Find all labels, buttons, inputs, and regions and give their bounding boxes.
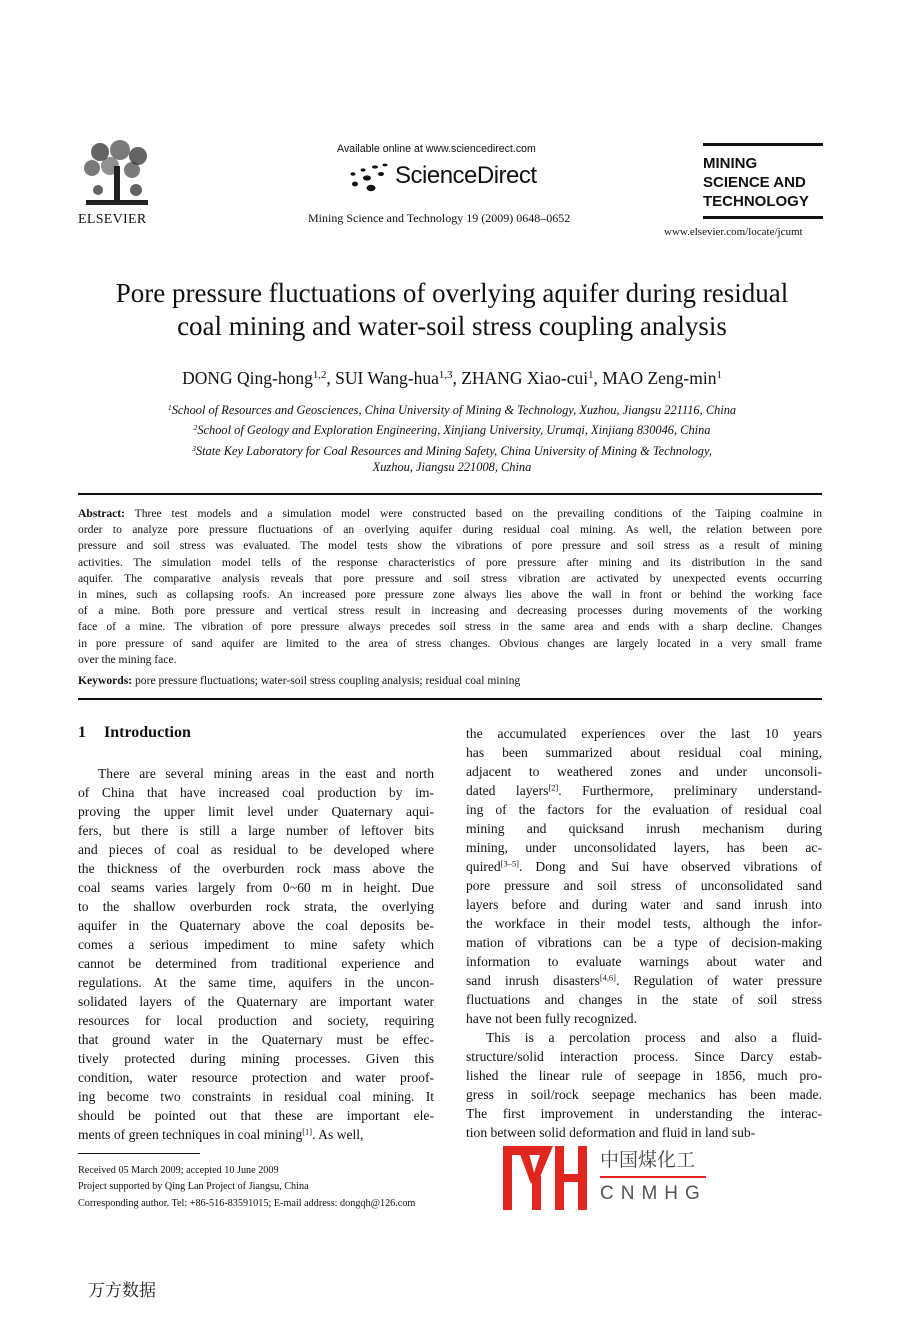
text-segment: . Dong and Sui have observed vibrations of (518, 859, 822, 874)
title-line: Pore pressure fluctuations of overlying aquifer during residual (115, 278, 789, 308)
cnmhg-logo-icon (503, 1146, 587, 1210)
text-line: aquifer in the Quaternary above the coal deposits be- (78, 918, 434, 933)
text-segment: . Regulation of water pressure (615, 973, 822, 988)
abstract-label: Abstract: (78, 507, 126, 520)
text-line: aquifer. The comparative analysis reveals that pore pressure and soil stress vibration are activated by unexpected events occurring (78, 571, 822, 585)
section-title: Introduction (104, 724, 191, 741)
sciencedirect-wordmark: ScienceDirect (395, 162, 537, 189)
paper-title (0, 277, 904, 343)
text-line: in mines, such as collapsing roofs. An increased pore pressure zone always lies above the wall in front or behind the working face (78, 587, 822, 601)
journal-logo-line: MINING (703, 155, 758, 172)
text-line: proving the upper limit level under Quaternary aqui- (78, 804, 434, 819)
footnote-funding: Project supported by Qing Lan Project of Jiangsu, China (78, 1181, 309, 1192)
text-line: the accumulated experiences over the last 10 years (466, 726, 822, 741)
wanfang-footer-mark: 万方数据 (88, 1281, 156, 1301)
keywords-label: Keywords: (78, 674, 133, 687)
text-line: of China that have increased coal production by im- (78, 785, 434, 800)
text-line: fers, but there is still a large number of leftover bits (78, 823, 434, 838)
text-line: ing become two constraints in residual coal mining. It (78, 1089, 434, 1104)
affiliation: $^2$School of Geology and Exploration Engineering, Xinjiang University, Urumqi, Xinjiang 830046, China (193, 422, 711, 437)
author-separator: , (326, 368, 336, 388)
text-line: pore pressure and soil stress of unconsolidated sand (466, 878, 822, 893)
text-segment: quired (466, 859, 501, 874)
author (461, 368, 602, 388)
text-line: face of a mine. The vibration of pore pressure always precedes soil stress in the same area and ends with a sharp decline. Changes (78, 620, 822, 634)
abstract-bottom-rule (78, 698, 822, 700)
footnote-corresponding-author: Corresponding author. Tel: +86-516-83591015; E-mail address: dongqh@126.com (78, 1198, 416, 1209)
author (335, 368, 461, 388)
text-line: in pore pressure of sand aquifer are limited to the area of stress changes. Obvious changes are largely located in a very small frame (78, 636, 822, 650)
author-name: SUI Wang-hua (335, 368, 439, 388)
author-affiliation-mark: 1 (716, 369, 722, 382)
journal-logo-bottom-bar (703, 216, 823, 219)
text-line: of a mine. Both pore pressure and vertical stress result in increasing and decreasing processes during movements of the working (78, 604, 822, 618)
author-affiliation-mark: 1 (588, 369, 594, 382)
journal-url[interactable]: www.elsevier.com/locate/jcumt (664, 226, 803, 238)
text-line: structure/solid interaction process. Since Darcy estab- (466, 1049, 822, 1064)
author-separator: , (452, 368, 462, 388)
text-line: gress in soil/rock seepage mechanics has been made. (466, 1087, 822, 1102)
text-line: condition, water resource protection and water proof- (78, 1070, 434, 1085)
text-line (78, 1125, 434, 1144)
footnote-rule (78, 1153, 200, 1154)
text-line: adjacent to weathered zones and under unconsoli- (466, 764, 822, 779)
affiliation: Xuzhou, Jiangsu 221008, China (372, 460, 532, 474)
text-line: information to evaluate warnings about water and (466, 954, 822, 969)
text-line (466, 857, 822, 876)
text-line: activities. The simulation model tells of the response characteristics of pore pressure after mining and its distribution in the sand (78, 555, 822, 569)
watermark-rule (600, 1176, 706, 1178)
text-line: fluctuations and changes in the state of soil stress (466, 992, 822, 1007)
section-heading (78, 724, 191, 742)
citation: [3–5] (500, 858, 519, 869)
journal-citation: Mining Science and Technology 19 (2009) 0648–0652 (308, 211, 571, 225)
journal-logo-top-bar (703, 143, 823, 146)
journal-logo-line: TECHNOLOGY (703, 193, 809, 210)
citation: [2] (548, 782, 559, 793)
text-segment: ments of green techniques in coal mining (78, 1127, 303, 1142)
elsevier-tree-logo (80, 140, 152, 208)
text-line: have not been fully recognized. (466, 1011, 637, 1026)
author-name: DONG Qing-hong (182, 368, 313, 388)
text-line: has been summarized about residual coal mining, (466, 745, 822, 760)
text-segment: dated layers (466, 783, 549, 798)
text-line: The first improvement in understanding the interac- (466, 1106, 822, 1121)
author (182, 368, 335, 388)
text-line: mining, under unconsolidated layers, has been ac- (466, 840, 822, 855)
publisher-name: ELSEVIER (78, 212, 147, 227)
text-line: resources for local production and society, requiring (78, 1013, 434, 1028)
text-line: order to analyze pore pressure fluctuations of an overlying aquifer during residual coal mining. As well, the relation between pore (78, 523, 822, 537)
keywords (78, 673, 520, 688)
author-name: MAO Zeng-min (602, 368, 717, 388)
text-line: comes a serious impediment to mine safety which (78, 937, 434, 952)
author (602, 368, 722, 388)
cnmhg-watermark (503, 1146, 713, 1210)
citation: [1] (302, 1126, 313, 1137)
abstract-top-rule (78, 493, 822, 495)
text-line: the thickness of the overburden rock mass above the (78, 861, 434, 876)
text-line: the workface in their model tests, although the infor- (466, 916, 822, 931)
text-line: over the mining face. (78, 652, 177, 666)
text-line (78, 506, 822, 522)
text-line: coal seams varies largely from 0~60 m in height. Due (78, 880, 434, 895)
text-line: regulations. At the same time, aquifers in the uncon- (78, 975, 434, 990)
text-line: There are several mining areas in the east and north (98, 766, 434, 781)
citation: [4,6] (599, 972, 616, 983)
author-separator: , (593, 368, 603, 388)
author-affiliation-mark: 1,3 (438, 369, 453, 382)
abstract-text: Three test models and a simulation model were constructed based on the prevailing conditions of the Taiping coalmine in (125, 507, 822, 520)
text-line: and pieces of coal as residual to be developed where (78, 842, 434, 857)
text-line: tion between solid deformation and fluid in land sub- (466, 1125, 756, 1140)
text-line: mation of vibrations can be a type of decision-making (466, 935, 822, 950)
text-line: cannot be determined from traditional experience and (78, 956, 434, 971)
footnote-received: Received 05 March 2009; accepted 10 June 2009 (78, 1165, 279, 1176)
text-line: that ground water in the Quaternary must be effec- (78, 1032, 434, 1047)
text-line: pressure and soil stress was evaluated. The model tests show the vibrations of pore pressure and soil stress as a result of mining (78, 539, 822, 553)
text-segment: . As well, (312, 1127, 364, 1142)
text-line (466, 971, 822, 990)
author-affiliation-mark: 1,2 (312, 369, 327, 382)
text-segment: sand inrush disasters (466, 973, 600, 988)
available-online: Available online at www.sciencedirect.com (337, 143, 536, 155)
text-line: to the shallow overburden rock strata, the overlying (78, 899, 434, 914)
sciencedirect-dots-icon (345, 162, 391, 194)
watermark-en: CNMHG (600, 1183, 707, 1204)
keywords-text: pore pressure fluctuations; water-soil stress coupling analysis; residual coal mining (132, 674, 521, 687)
text-line: ing of the factors for the evaluation of residual coal (466, 802, 822, 817)
text-line: solidated layers of the Quaternary are important water (78, 994, 434, 1009)
text-line: layers before and during water and sand inrush into (466, 897, 822, 912)
text-segment: . Furthermore, preliminary understand- (558, 783, 822, 798)
text-line: should be pointed out that these are important ele- (78, 1108, 434, 1123)
left-column-text (78, 764, 434, 1144)
text-line (466, 781, 822, 800)
author-list (0, 368, 904, 389)
text-line: mining and quicksand inrush mechanism during (466, 821, 822, 836)
affiliation: $^3$State Key Laboratory for Coal Resources and Mining Safety, China University of Mining & Technology, (192, 443, 712, 458)
author-name: ZHANG Xiao-cui (461, 368, 589, 388)
section-number: 1 (78, 724, 86, 741)
text-line: tively protected during mining processes. Given this (78, 1051, 434, 1066)
journal-logo (703, 143, 823, 219)
journal-logo-line: SCIENCE AND (703, 174, 806, 191)
watermark-cn: 中国煤化工 (600, 1149, 696, 1171)
title-line: coal mining and water-soil stress coupling analysis (177, 311, 727, 341)
right-column-text (466, 724, 822, 1142)
text-line: This is a percolation process and also a fluid- (486, 1030, 822, 1045)
text-line: lished the linear rule of seepage in 1856, much pro- (466, 1068, 822, 1083)
abstract (78, 506, 822, 668)
affiliation: $^1$School of Resources and Geosciences, China University of Mining & Technology, Xuzhou, Jiangsu 221116, China (167, 402, 737, 417)
